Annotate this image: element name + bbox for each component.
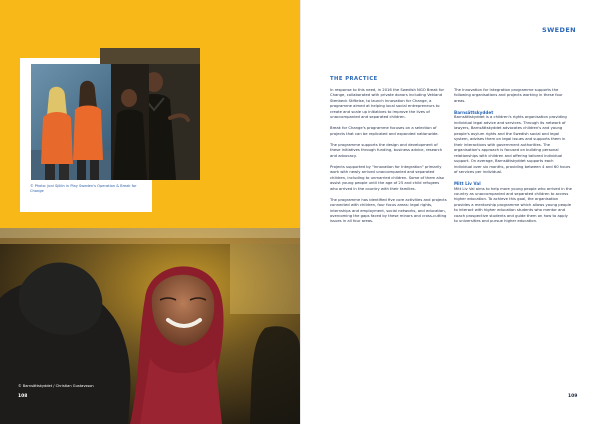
org-heading-barnsattskyddet: Barnsättskyddet xyxy=(454,109,494,115)
photo-laughing-woman-art xyxy=(0,228,300,424)
paragraph: Barnsättskyddet is a children's rights organisation providing individual legal advice and services. Through its network of lawyers, Barnsättskyddet advocates children's and young people's asylum rights and the Swedish social and legal system, advises them on legal issues and supports them in their interactions with government authorities. The organisation's approach is focused on building personal relationships with children and offering tailored individual support. On average, Barnsättskyddet supports each individual over six months, providing between 4 and 60 hours of services per individual. xyxy=(454,115,571,174)
paragraph: The programme has identified five core activities and projects connected with children, four focus areas: legal rights, internships and employment, social networks, and education, overcoming the gaps faced by these minors and cross-cutting issues in all four areas. xyxy=(330,197,447,224)
section-title: THE PRACTICE xyxy=(330,76,378,82)
paragraph: Projects supported by "Innovation for Integration" primarily work with newly arrived unaccompanied and separated children, including to unmarried children. Some of them also assist young people until the age of 25 and child refugees who arrived in the country with their families. xyxy=(330,164,444,191)
paragraph: The Innovation for Integration programme supports the following organisations and projects working in these four areas. xyxy=(454,88,563,103)
paragraph: The programme supports the design and development of these initiatives through funding, business advice, research and advocacy. xyxy=(330,142,443,158)
country-tag: SWEDEN xyxy=(542,26,576,34)
text-column-left xyxy=(330,76,448,230)
paragraph: In response to this need, in 2016 the Swedish NGO Break for Change, collaborated with private donors including Vekland Stenbeck Stiftelse, to launch Innovation for Change, a programme aimed at helping local social entrepreneurs to create and scale up initiatives to improve the lives of unaccompanied and separated children. xyxy=(330,88,445,120)
photo-laughing-woman xyxy=(0,228,300,424)
photo1-caption: © Photo: Joni Sjölin in Play Sweden's Operation & Break for Change xyxy=(30,184,137,194)
org-heading-mitt-liv-val: Mitt Liv Val xyxy=(454,181,481,187)
photo-girls-orange xyxy=(31,64,149,180)
photo-girls-orange-art xyxy=(31,64,149,180)
paragraph: Break for Change's programme focuses on a selection of projects that can be replicated and expanded nationwide. xyxy=(330,126,439,136)
page-number-left: 108 xyxy=(18,394,28,399)
page-number-right: 109 xyxy=(568,394,578,399)
paragraph: Mitt Liv Val aims to help more young people who arrived in the country as unaccompanied and separated children to access higher education. To achieve this goal, the organisation provides a mentorship programme which allows young people to interact with higher education students who mentor and coach prospective students and guide them on how to apply to universities and pursue higher education. xyxy=(454,186,572,224)
text-column-right xyxy=(454,88,572,230)
photo2-caption: © Barnsättskyddet / Christian Gustavsson xyxy=(18,384,94,388)
